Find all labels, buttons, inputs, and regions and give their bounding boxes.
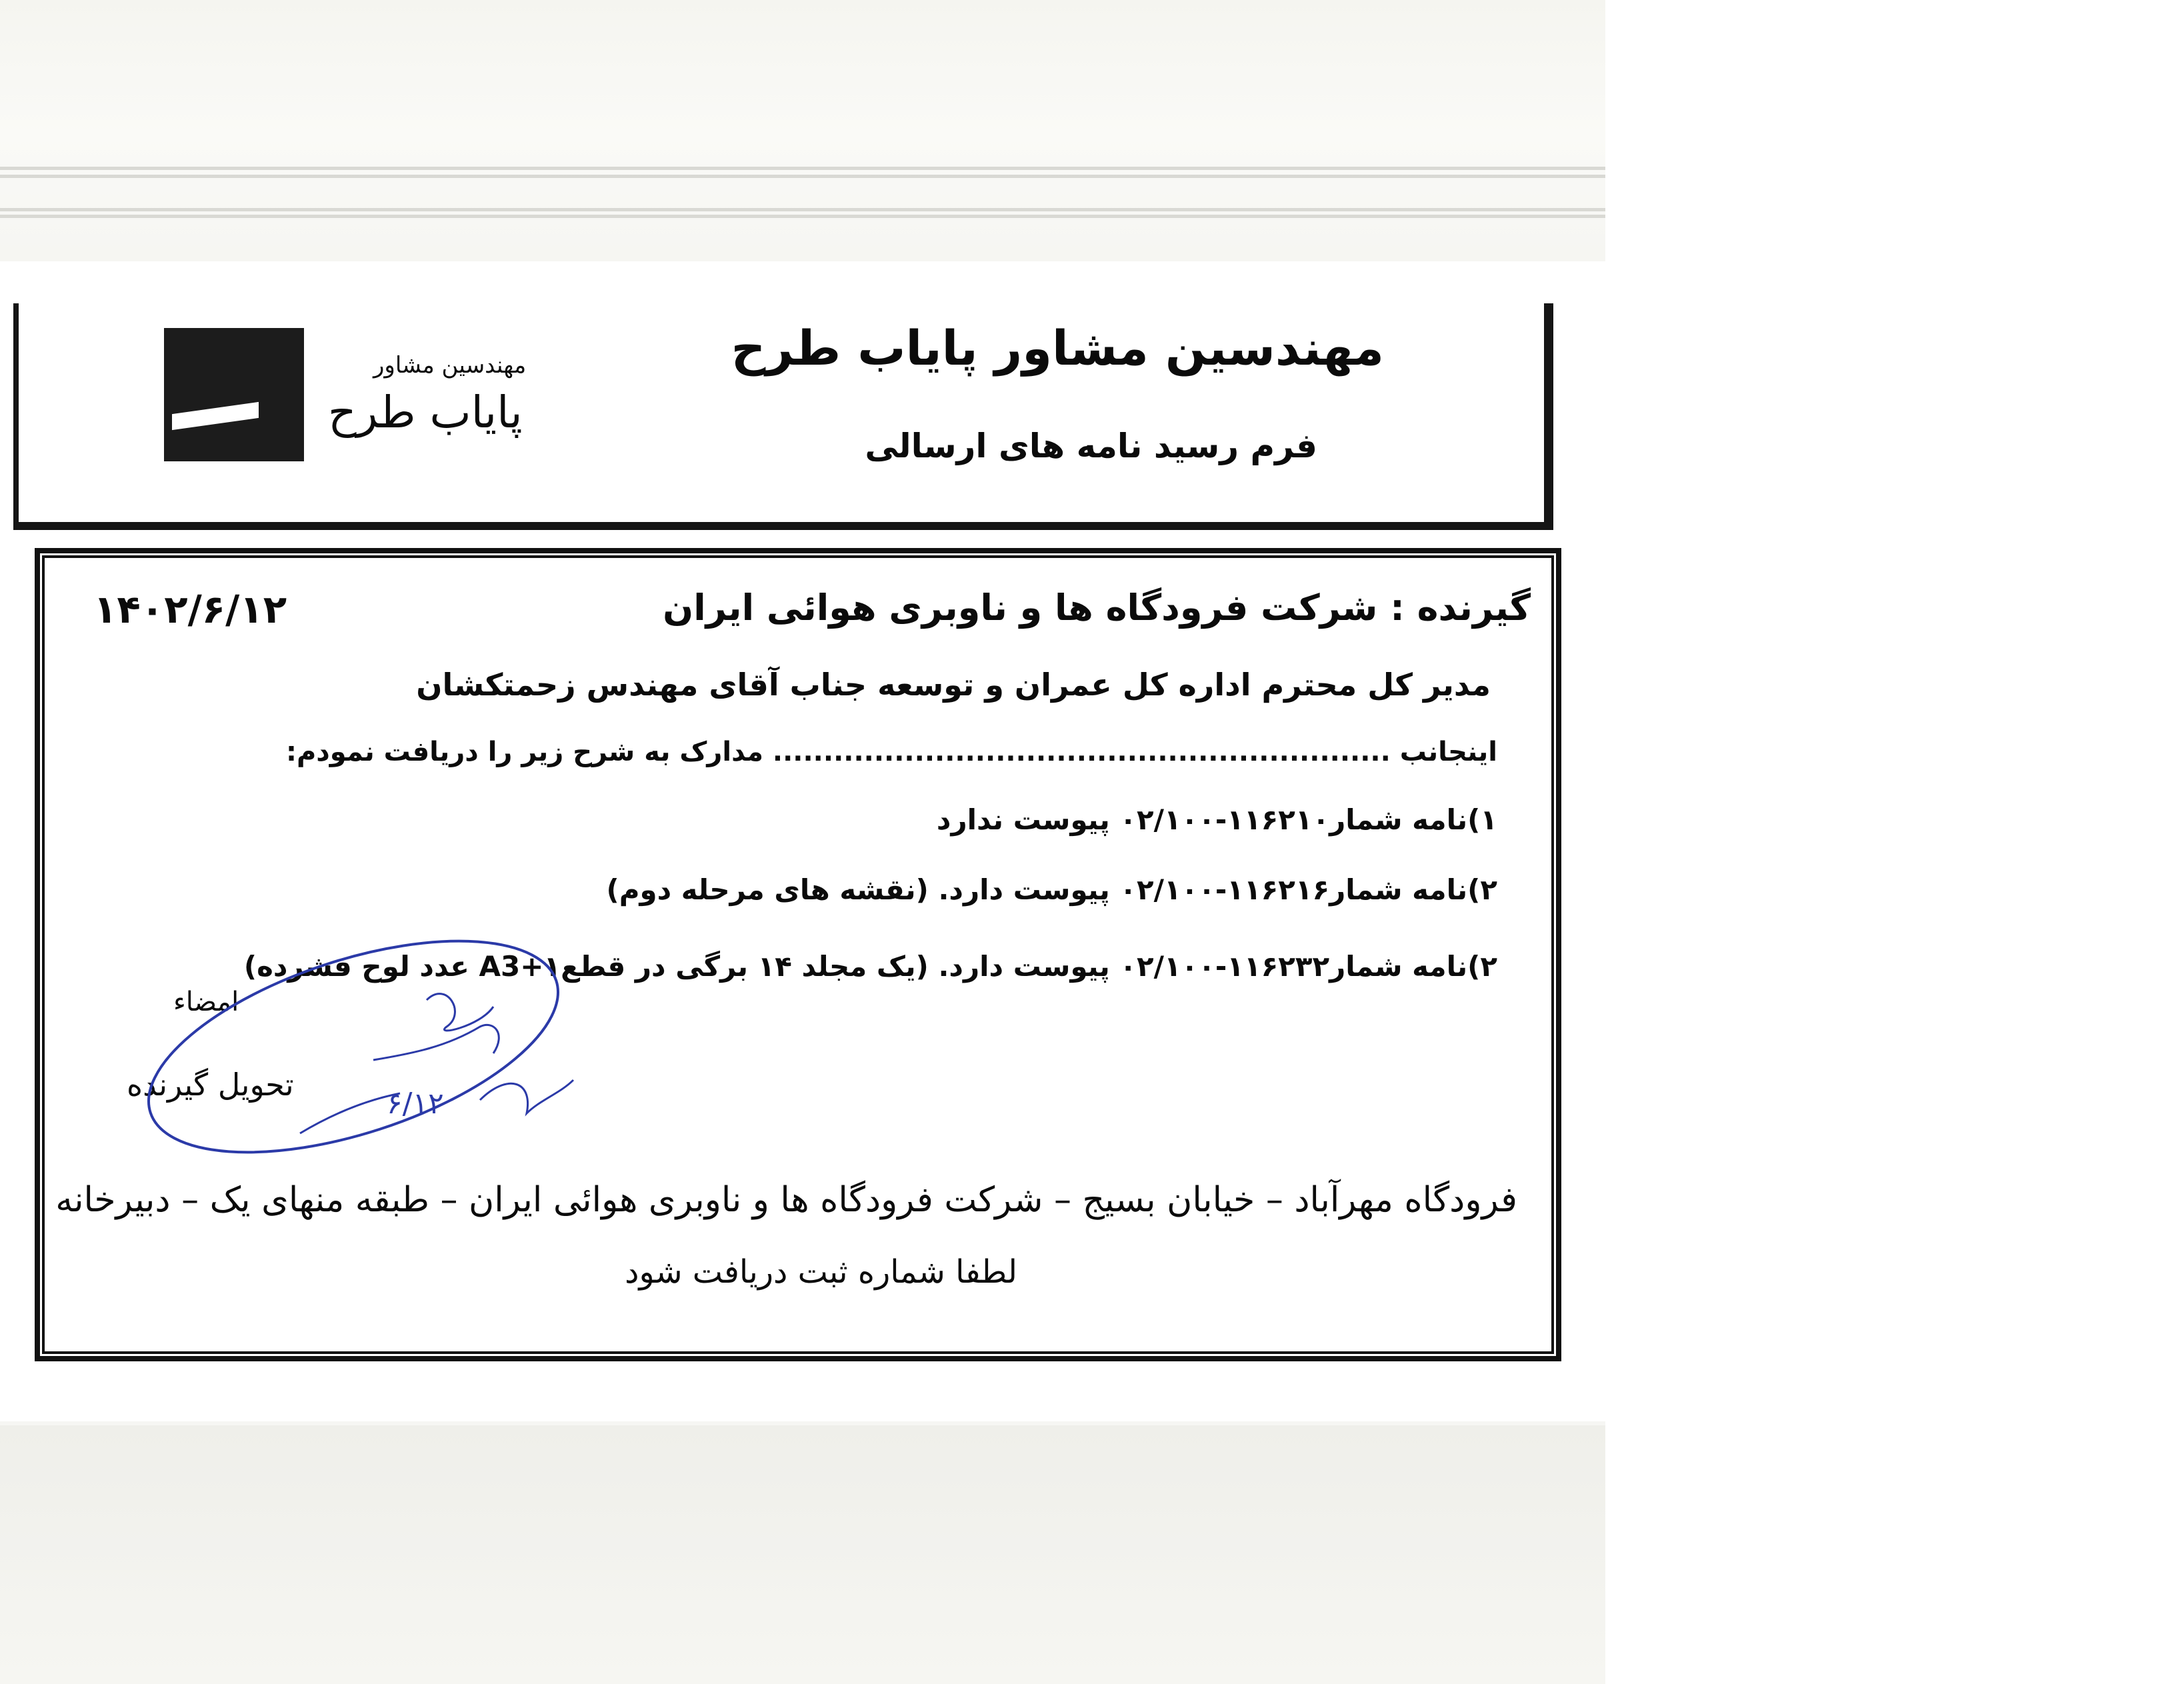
stamp-date: ۶/۱۲ [387, 1087, 444, 1121]
scan-band [0, 215, 1605, 218]
form-title: فرم رسید نامه های ارسالی [865, 427, 1317, 465]
letter-date: ۱۴۰۲/۶/۱۲ [93, 587, 287, 632]
company-name: مهندسین مشاور پایاب طرح [731, 320, 1384, 376]
scan-band [0, 167, 1605, 170]
deliver-label: تحویل گیرنده [127, 1067, 294, 1103]
registration-note: لطفا شماره ثبت دریافت شود [625, 1253, 1017, 1291]
logo-small-text: مهندسین مشاور [373, 352, 527, 379]
recipient: گیرنده : شرکت فرودگاه ها و ناوبری هوائی ایران [663, 587, 1531, 629]
scan-band [0, 208, 1605, 211]
logo-large-text: پایاب طرح [328, 387, 523, 438]
manager-line: مدیر کل محترم اداره کل عمران و توسعه جناب آقای مهندس زحمتکشان [416, 667, 1491, 703]
scan-bottom-background [0, 1425, 1605, 1684]
list-item: ۲)نامه شمار۱۱۶۲۳۲-۰۲/۱۰۰ پیوست دارد. (یک مجلد ۱۴ برگی در قطعA3+۱ عدد لوح فشرده) [243, 950, 1497, 983]
scan-band [0, 175, 1605, 178]
receipt-line: اینجانب ............................................................. مدارک به شرح زیر را دریافت نمودم: [285, 737, 1497, 767]
signature-label: امضاء [173, 987, 239, 1017]
company-logo-icon [164, 328, 304, 461]
address-line: فرودگاه مهرآباد – خیابان بسیج – شرکت فرودگاه ها و ناوبری هوائی ایران – طبقه منهای یک – دبیرخانه [55, 1180, 1517, 1220]
list-item: ۲)نامه شمار۱۱۶۲۱۶-۰۲/۱۰۰ پیوست دارد. (نقشه های مرحله دوم) [606, 873, 1497, 906]
list-item: ۱)نامه شمار۱۱۶۲۱۰-۰۲/۱۰۰ پیوست ندارد [936, 803, 1497, 836]
signature-stamp-icon [133, 927, 613, 1180]
